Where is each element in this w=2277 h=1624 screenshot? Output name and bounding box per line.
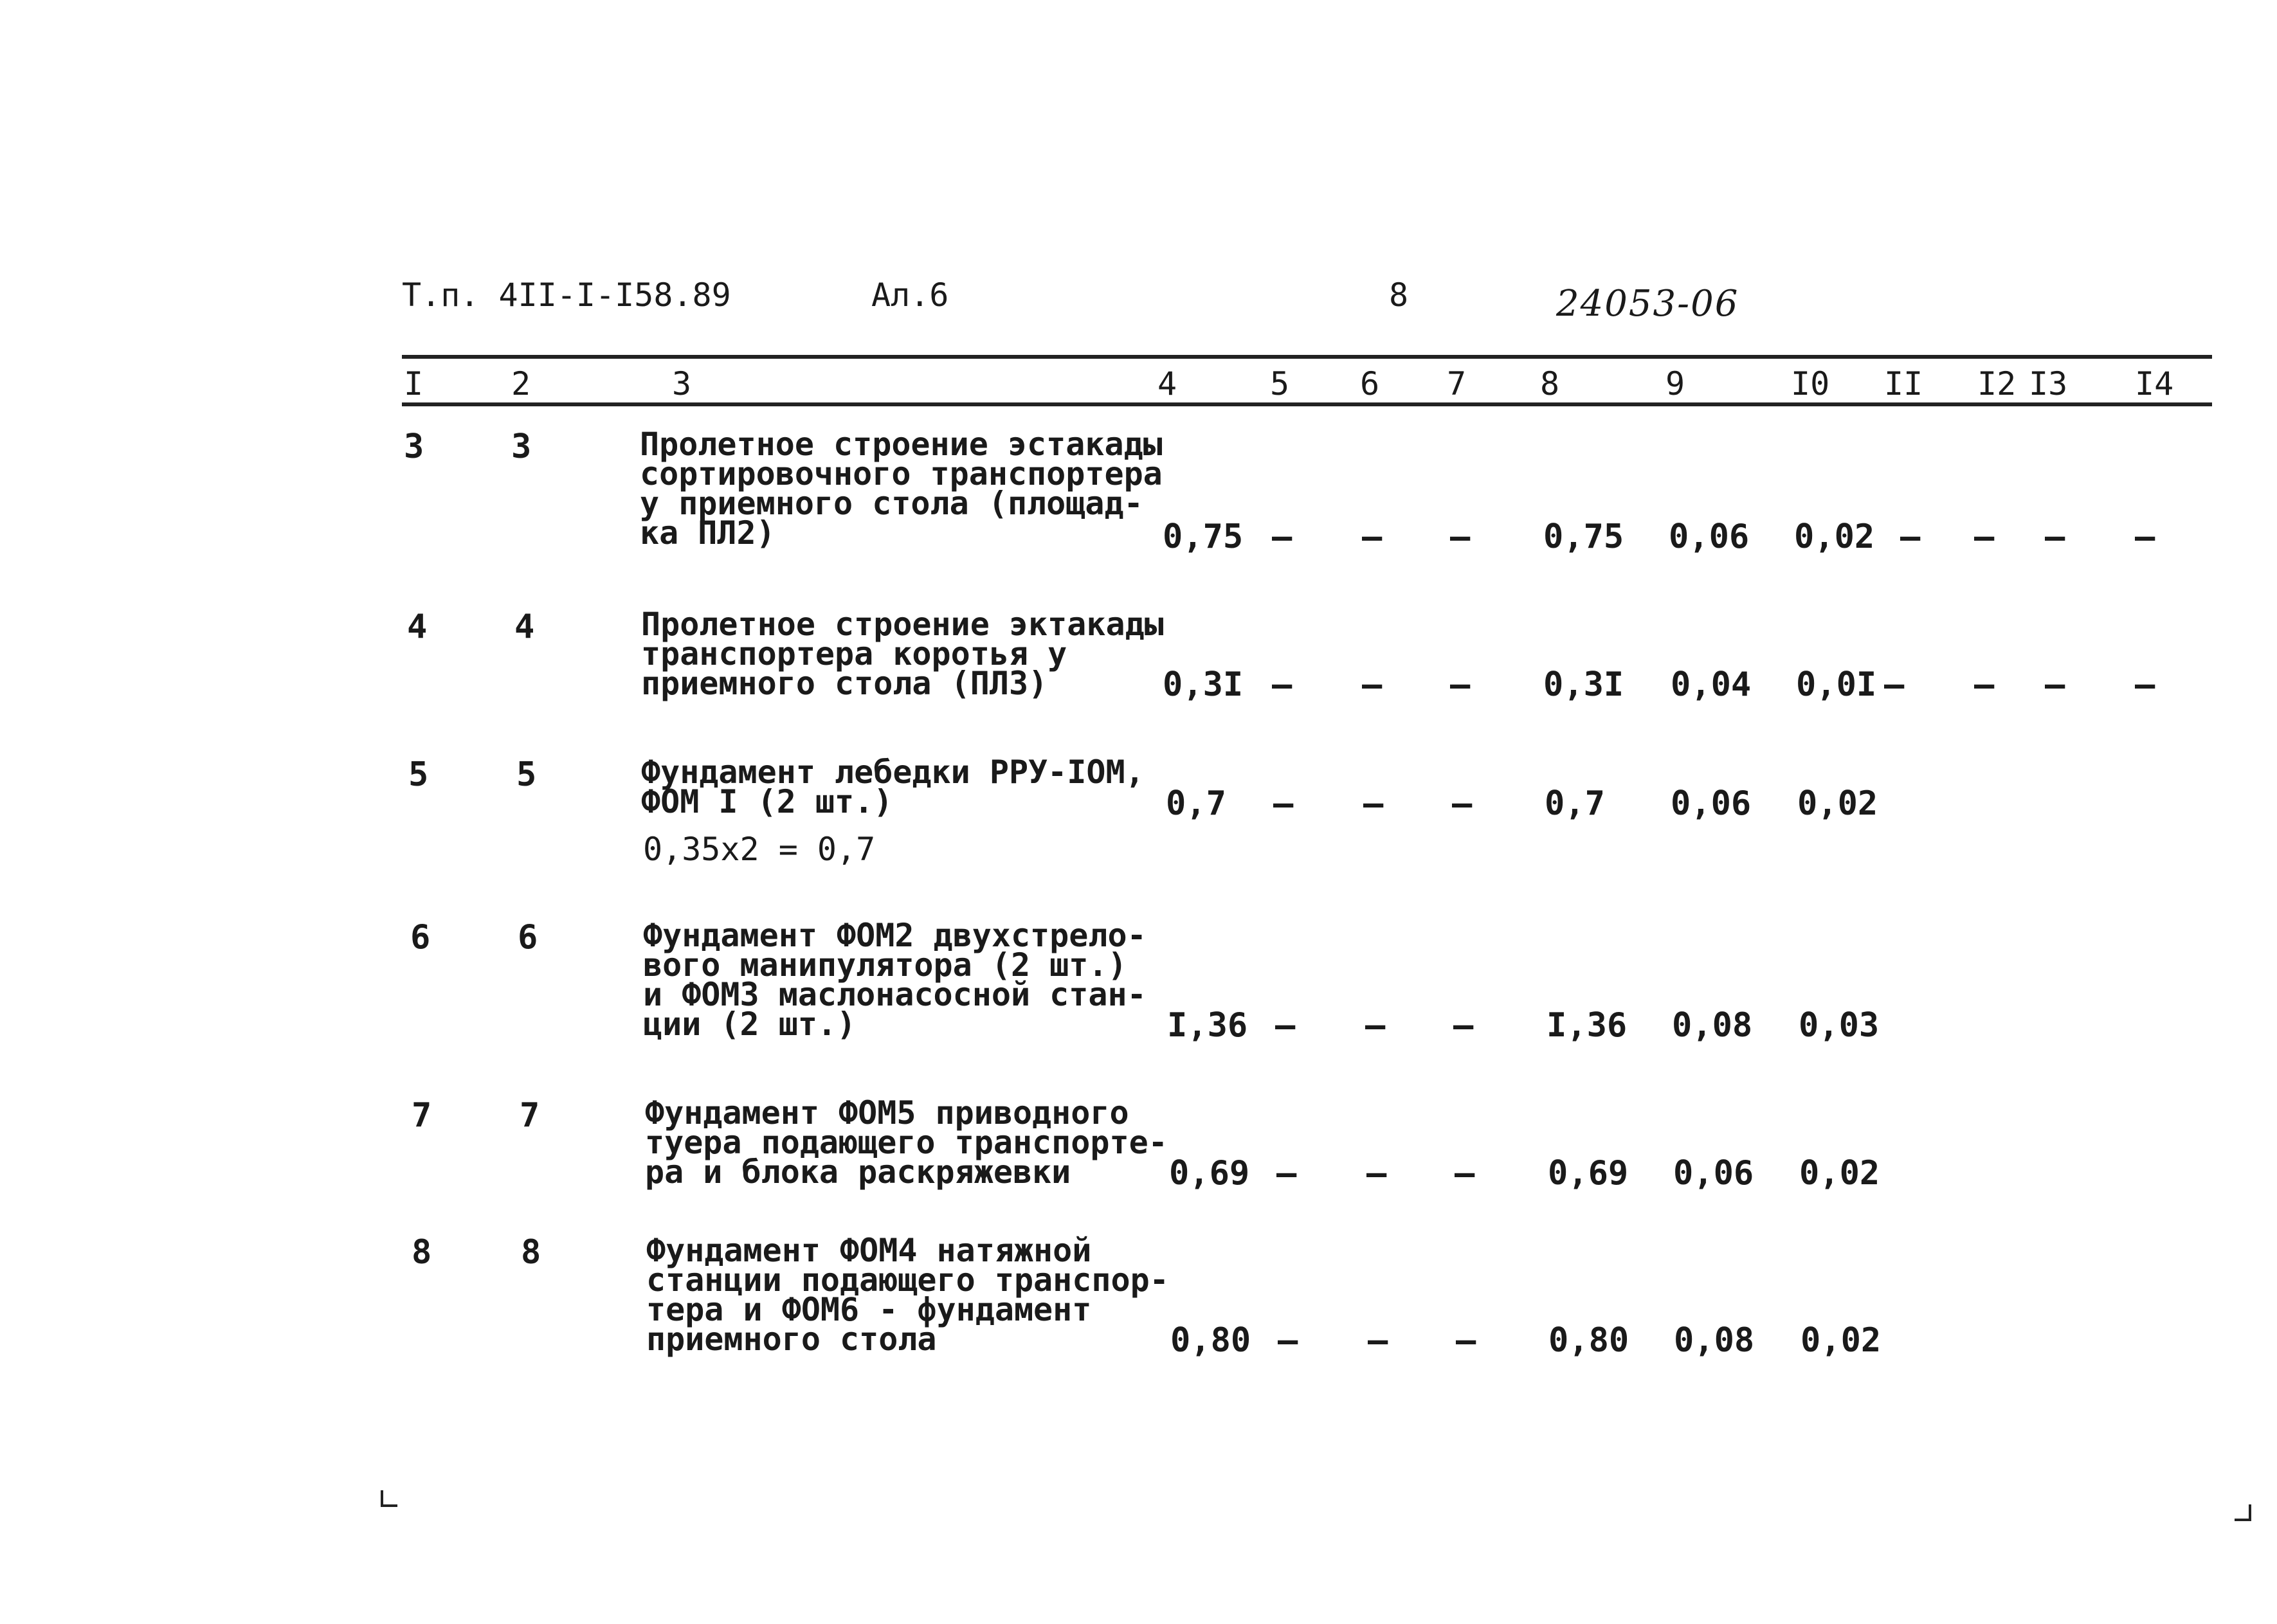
value-col-4: I,36 — [1167, 1006, 1248, 1045]
value-col-12: – — [1974, 518, 1995, 556]
value-col-10: 0,02 — [1797, 784, 1878, 823]
value-col-8: 0,69 — [1548, 1154, 1629, 1193]
value-col-14: – — [2135, 518, 2155, 556]
column-number: I3 — [2029, 365, 2068, 402]
value-col-8: 0,75 — [1543, 518, 1624, 556]
album-number: Ал.6 — [871, 276, 949, 314]
value-col-6: – — [1362, 665, 1383, 704]
value-col-10: 0,03 — [1799, 1006, 1880, 1045]
column-number: I0 — [1791, 365, 1830, 402]
page-number: 8 — [1389, 276, 1409, 314]
position-number: 8 — [521, 1233, 541, 1272]
value-col-10: 0,02 — [1799, 1154, 1880, 1193]
row-number: 5 — [408, 755, 429, 794]
table-header-rule — [402, 402, 2212, 406]
value-col-8: 0,3I — [1543, 665, 1624, 704]
column-number: 5 — [1270, 365, 1290, 402]
value-col-6: – — [1366, 1154, 1387, 1193]
value-col-9: 0,08 — [1674, 1321, 1755, 1360]
column-number: 9 — [1665, 365, 1685, 402]
right-corner-mark — [2235, 1504, 2251, 1521]
value-col-14: – — [2135, 665, 2155, 704]
item-description: Фундамент лебедки РРУ-IОМ, ФОМ I (2 шт.) — [641, 753, 1145, 820]
value-col-11: – — [1884, 665, 1905, 704]
value-col-10: 0,02 — [1794, 518, 1875, 556]
row-number: 4 — [407, 608, 428, 646]
value-col-5: – — [1272, 665, 1293, 704]
column-number: 2 — [511, 365, 531, 402]
calculation-note: 0,35х2 = 0,7 — [643, 831, 876, 868]
column-number: I4 — [2135, 365, 2174, 402]
item-description: Фундамент ФОМ4 натяжной станции подающего транспор- тера и ФОМ6 - фундамент приемного стола — [646, 1232, 1169, 1358]
value-col-5: – — [1275, 1006, 1296, 1045]
value-col-4: 0,3I — [1163, 665, 1244, 704]
value-col-5: – — [1276, 1154, 1297, 1193]
value-col-13: – — [2045, 665, 2065, 704]
position-number: 5 — [516, 755, 537, 794]
position-number: 6 — [518, 918, 538, 957]
value-col-9: 0,04 — [1671, 665, 1752, 704]
position-number: 4 — [514, 608, 535, 646]
document-code: Т.п. 4II-I-I58.89 — [402, 276, 731, 314]
value-col-9: 0,06 — [1673, 1154, 1754, 1193]
position-number: 3 — [511, 428, 532, 466]
value-col-7: – — [1453, 1006, 1474, 1045]
value-col-6: – — [1365, 1006, 1386, 1045]
item-description: Пролетное строение эстакады сортировочного транспортера у приемного стола (площад- ка ПЛ2) — [640, 426, 1163, 552]
column-number: 3 — [672, 365, 692, 402]
value-col-10: 0,0I — [1796, 665, 1877, 704]
value-col-9: 0,06 — [1671, 784, 1752, 823]
value-col-8: 0,7 — [1545, 784, 1605, 823]
column-number: 8 — [1540, 365, 1560, 402]
value-col-8: I,36 — [1547, 1006, 1628, 1045]
value-col-12: – — [1974, 665, 1995, 704]
column-number: I2 — [1977, 365, 2017, 402]
value-col-7: – — [1455, 1154, 1475, 1193]
table-top-rule — [402, 355, 2212, 359]
value-col-5: – — [1278, 1321, 1298, 1360]
column-number: 4 — [1157, 365, 1177, 402]
value-col-6: – — [1363, 784, 1384, 823]
column-number: 6 — [1360, 365, 1380, 402]
row-number: 3 — [404, 428, 424, 466]
handwritten-registration-number: 24053-06 — [1556, 283, 1739, 325]
column-number: 7 — [1447, 365, 1467, 402]
value-col-7: – — [1450, 665, 1471, 704]
value-col-9: 0,08 — [1672, 1006, 1753, 1045]
left-corner-mark — [381, 1490, 397, 1507]
row-number: 7 — [412, 1096, 432, 1135]
value-col-6: – — [1362, 518, 1383, 556]
value-col-8: 0,80 — [1548, 1321, 1629, 1360]
value-col-5: – — [1272, 518, 1293, 556]
item-description: Фундамент ФОМ5 приводного туера подающего транспорте- ра и блока раскряжевки — [645, 1094, 1168, 1191]
item-description: Фундамент ФОМ2 двухстрело- вого манипулятора (2 шт.) и ФОМЗ маслонасосной стан- ции (2 шт.) — [643, 917, 1147, 1043]
value-col-4: 0,80 — [1170, 1321, 1251, 1360]
value-col-4: 0,75 — [1163, 518, 1244, 556]
value-col-6: – — [1368, 1321, 1388, 1360]
row-number: 6 — [410, 918, 431, 957]
value-col-11: – — [1900, 518, 1921, 556]
value-col-5: – — [1273, 784, 1294, 823]
value-col-4: 0,69 — [1169, 1154, 1250, 1193]
position-number: 7 — [520, 1096, 540, 1135]
value-col-13: – — [2045, 518, 2065, 556]
value-col-10: 0,02 — [1801, 1321, 1882, 1360]
column-number: I — [404, 365, 424, 402]
value-col-7: – — [1450, 518, 1471, 556]
item-description: Пролетное строение эктакады транспортера коротья у приемного стола (ПЛЗ) — [641, 606, 1164, 702]
row-number: 8 — [412, 1233, 432, 1272]
value-col-7: – — [1456, 1321, 1476, 1360]
value-col-9: 0,06 — [1669, 518, 1750, 556]
value-col-4: 0,7 — [1166, 784, 1226, 823]
column-number: II — [1884, 365, 1923, 402]
value-col-7: – — [1452, 784, 1473, 823]
